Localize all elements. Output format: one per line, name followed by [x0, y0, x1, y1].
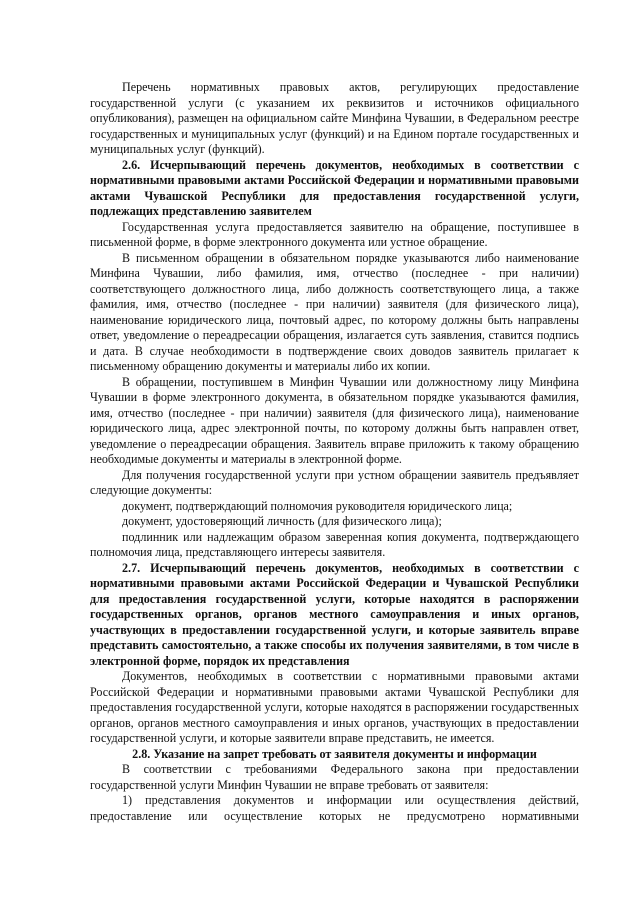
paragraph-electronic-request: В обращении, поступившем в Минфин Чувашии или должностному лицу Минфина Чувашии в форме электронного документа, в обязательном порядке указываются фамилия, имя, отчество (последнее - при наличии) заявителя (для физического лица), наименование юридического лица, адрес электронной почты, по которому должны быть направлен ответ, уведомление о переадресации обращения. Заявитель вправе приложить к такому обращению необходимые документы и материалы в электронной форме. — [90, 374, 579, 466]
list-item-prohibition-1: 1) представления документов и информации или осуществления действий, предоставление или осуществление которых не предусмотрено нормативными — [90, 793, 579, 823]
list-item-authority-doc: подлинник или надлежащим образом заверенная копия документа, подтверждающего полномочия лица, представляющего интересы заявителя. — [90, 529, 579, 559]
section-heading-2-8: 2.8. Указание на запрет требовать от заявителя документы и информации — [132, 746, 537, 761]
paragraph-service-provision: Государственная услуга предоставляется заявителю на обращение, поступившее в письменной форме, в форме электронного документа или устное обращение. — [90, 219, 579, 249]
paragraph-no-documents: Документов, необходимых в соответствии с нормативными правовыми актами Российской Федерации и нормативными правовыми актами Чувашской Республики для предоставления государственной услуги, которые находятся в распоряжении государственных органов, органов местного самоуправления и иных органов, участвующих в предоставлении государственной услуги, и которые заявители вправе представить, не имеется. — [90, 669, 579, 745]
paragraph-legal-acts-list: Перечень нормативных правовых актов, регулирующих предоставление государственной услуги (с указанием их реквизитов и источников официального опубликования), размещен на официальном сайте Минфина Чувашии, в Федеральном реестре государственных и муниципальных услуг (функций) и на Едином портале государственных и муниципальных услуг (функций). — [90, 80, 579, 156]
list-item-identity-doc: документ, удостоверяющий личность (для физического лица); — [122, 514, 442, 528]
list-item-legal-entity-doc: документ, подтверждающий полномочия руководителя юридического лица; — [122, 498, 513, 513]
section-heading-2-6: 2.6. Исчерпывающий перечень документов, необходимых в соответствии с нормативными правовыми актами Российской Федерации и нормативными правовыми актами Чувашской Республики для предоставления государственной услуги, подлежащих представлению заявителем — [90, 157, 579, 218]
section-heading-2-7: 2.7. Исчерпывающий перечень документов, необходимых в соответствии с нормативными правовыми актами Российской Федерации и Чувашской Республики для предоставления государственной услуги, которые находятся в распоряжении государственных органов, органов местного самоуправления и иных органов, участвующих в предоставлении государственной услуги, и которые заявитель вправе представить самостоятельно, а также способы их получения заявителями, в том числе в электронной форме, порядок их представления — [90, 560, 579, 668]
paragraph-written-request: В письменном обращении в обязательном порядке указываются либо наименование Минфина Чувашии, либо фамилия, имя, отчество (последнее - при наличии) соответствующего должностного лица, либо должность соответствующего лица, а также фамилия, имя, отчество (последнее - при наличии) заявителя (для физического лица), наименование юридического лица, почтовый адрес, по которому должны быть направлены ответ, уведомление о переадресации обращения, излагается суть заявления, ставится подпись и дата. В случае необходимости в подтверждение своих доводов заявитель прилагает к письменному обращению документы и материалы либо их копии. — [90, 250, 579, 373]
paragraph-oral-request: Для получения государственной услуги при устном обращении заявитель предъявляет следующие документы: — [90, 467, 579, 497]
document-page — [90, 80, 579, 824]
paragraph-federal-law: В соответствии с требованиями Федерального закона при предоставлении государственной услуги Минфин Чувашии не вправе требовать от заявителя: — [90, 762, 579, 792]
